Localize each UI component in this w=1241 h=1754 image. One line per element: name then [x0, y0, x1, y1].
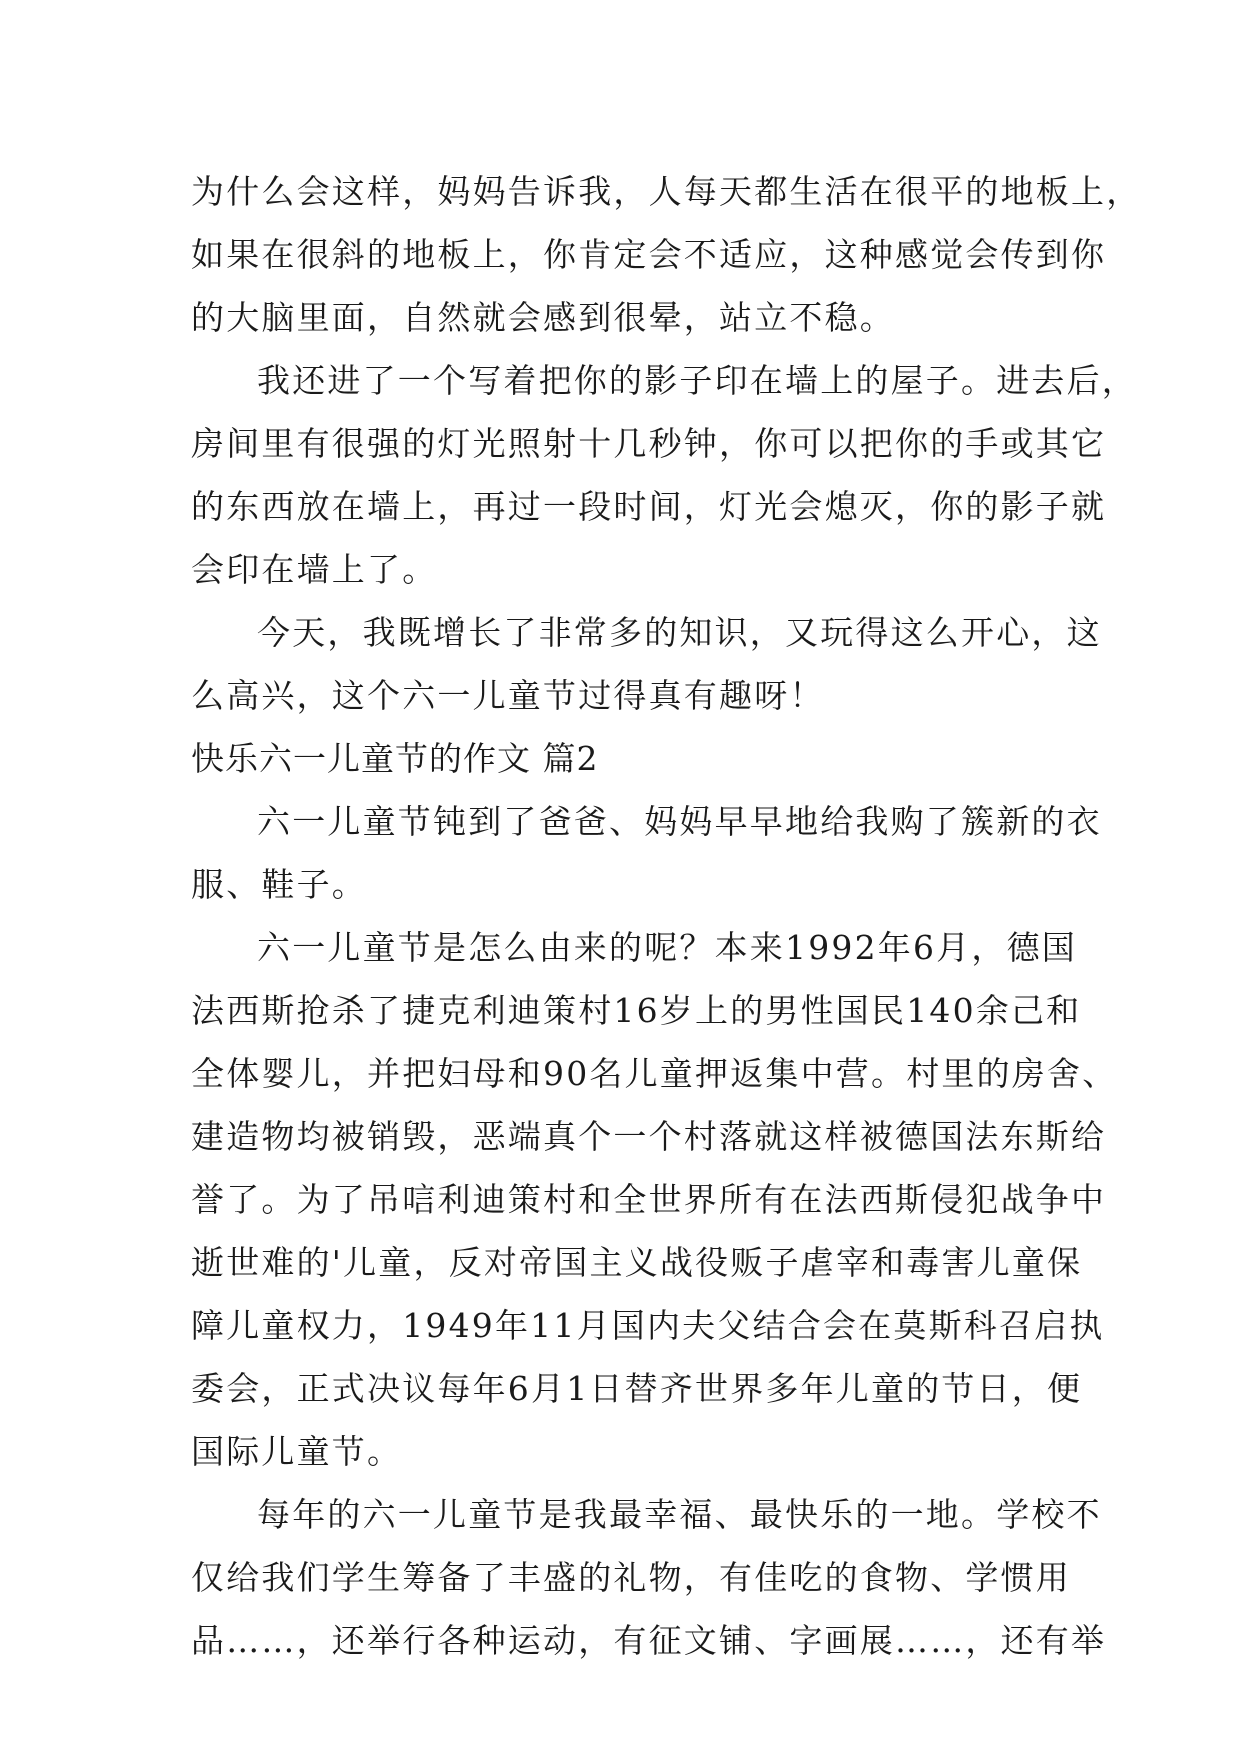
- section-heading: 快乐六一儿童节的作文 篇2: [191, 739, 599, 778]
- text-line: 障儿童权力，1949年11月国内夫父结合会在莫斯科召启执: [191, 1306, 1105, 1345]
- text-line: 仅给我们学生筹备了丰盛的礼物，有佳吃的食物、学惯用: [191, 1558, 1071, 1597]
- document-page: [191, 160, 1142, 1672]
- paragraph-first-line: 六一儿童节是怎么由来的呢？本来1992年6月，德国: [257, 928, 1077, 967]
- paragraph-first-line: 我还进了一个写着把你的影子印在墙上的屋子。进去后，: [257, 361, 1137, 400]
- text-line: 服、鞋子。: [191, 865, 367, 904]
- text-line: 誉了。为了吊唁利迪策村和全世界所有在法西斯侵犯战争中: [191, 1180, 1107, 1219]
- text-line: 委会，正式决议每年6月1日替齐世界多年儿童的节日，便: [191, 1369, 1083, 1408]
- text-line: 会印在墙上了。: [191, 550, 438, 589]
- text-line: 如果在很斜的地板上，你肯定会不适应，这种感觉会传到你: [191, 235, 1107, 274]
- text-line: 建造物均被销毁，恶端真个一个村落就这样被德国法东斯给: [191, 1117, 1107, 1156]
- text-line: 逝世难的'儿童，反对帝国主义战役贩子虐宰和毒害儿童保: [191, 1243, 1083, 1282]
- text-line: 么高兴，这个六一儿童节过得真有趣呀！: [191, 676, 825, 715]
- text-line: 国际儿童节。: [191, 1432, 403, 1471]
- text-line: 法西斯抢杀了捷克利迪策村16岁上的男性国民140余己和: [191, 991, 1082, 1030]
- text-line: 为什么会这样，妈妈告诉我，人每天都生活在很平的地板上，: [191, 172, 1142, 211]
- text-line: 全体婴儿，并把妇母和90名儿童押返集中营。村里的房舍、: [191, 1054, 1118, 1093]
- text-line: 的大脑里面，自然就会感到很晕，站立不稳。: [191, 298, 895, 337]
- paragraph-first-line: 今天，我既增长了非常多的知识，又玩得这么开心，这: [257, 613, 1102, 652]
- paragraph-first-line: 每年的六一儿童节是我最幸福、最快乐的一地。学校不: [257, 1495, 1102, 1534]
- paragraph-first-line: 六一儿童节钝到了爸爸、妈妈早早地给我购了簇新的衣: [257, 802, 1102, 841]
- text-line: 的东西放在墙上，再过一段时间，灯光会熄灭，你的影子就: [191, 487, 1107, 526]
- text-line: 品……，还举行各种运动，有征文铺、字画展……，还有举: [191, 1621, 1107, 1660]
- text-line: 房间里有很强的灯光照射十几秒钟，你可以把你的手或其它: [191, 424, 1107, 463]
